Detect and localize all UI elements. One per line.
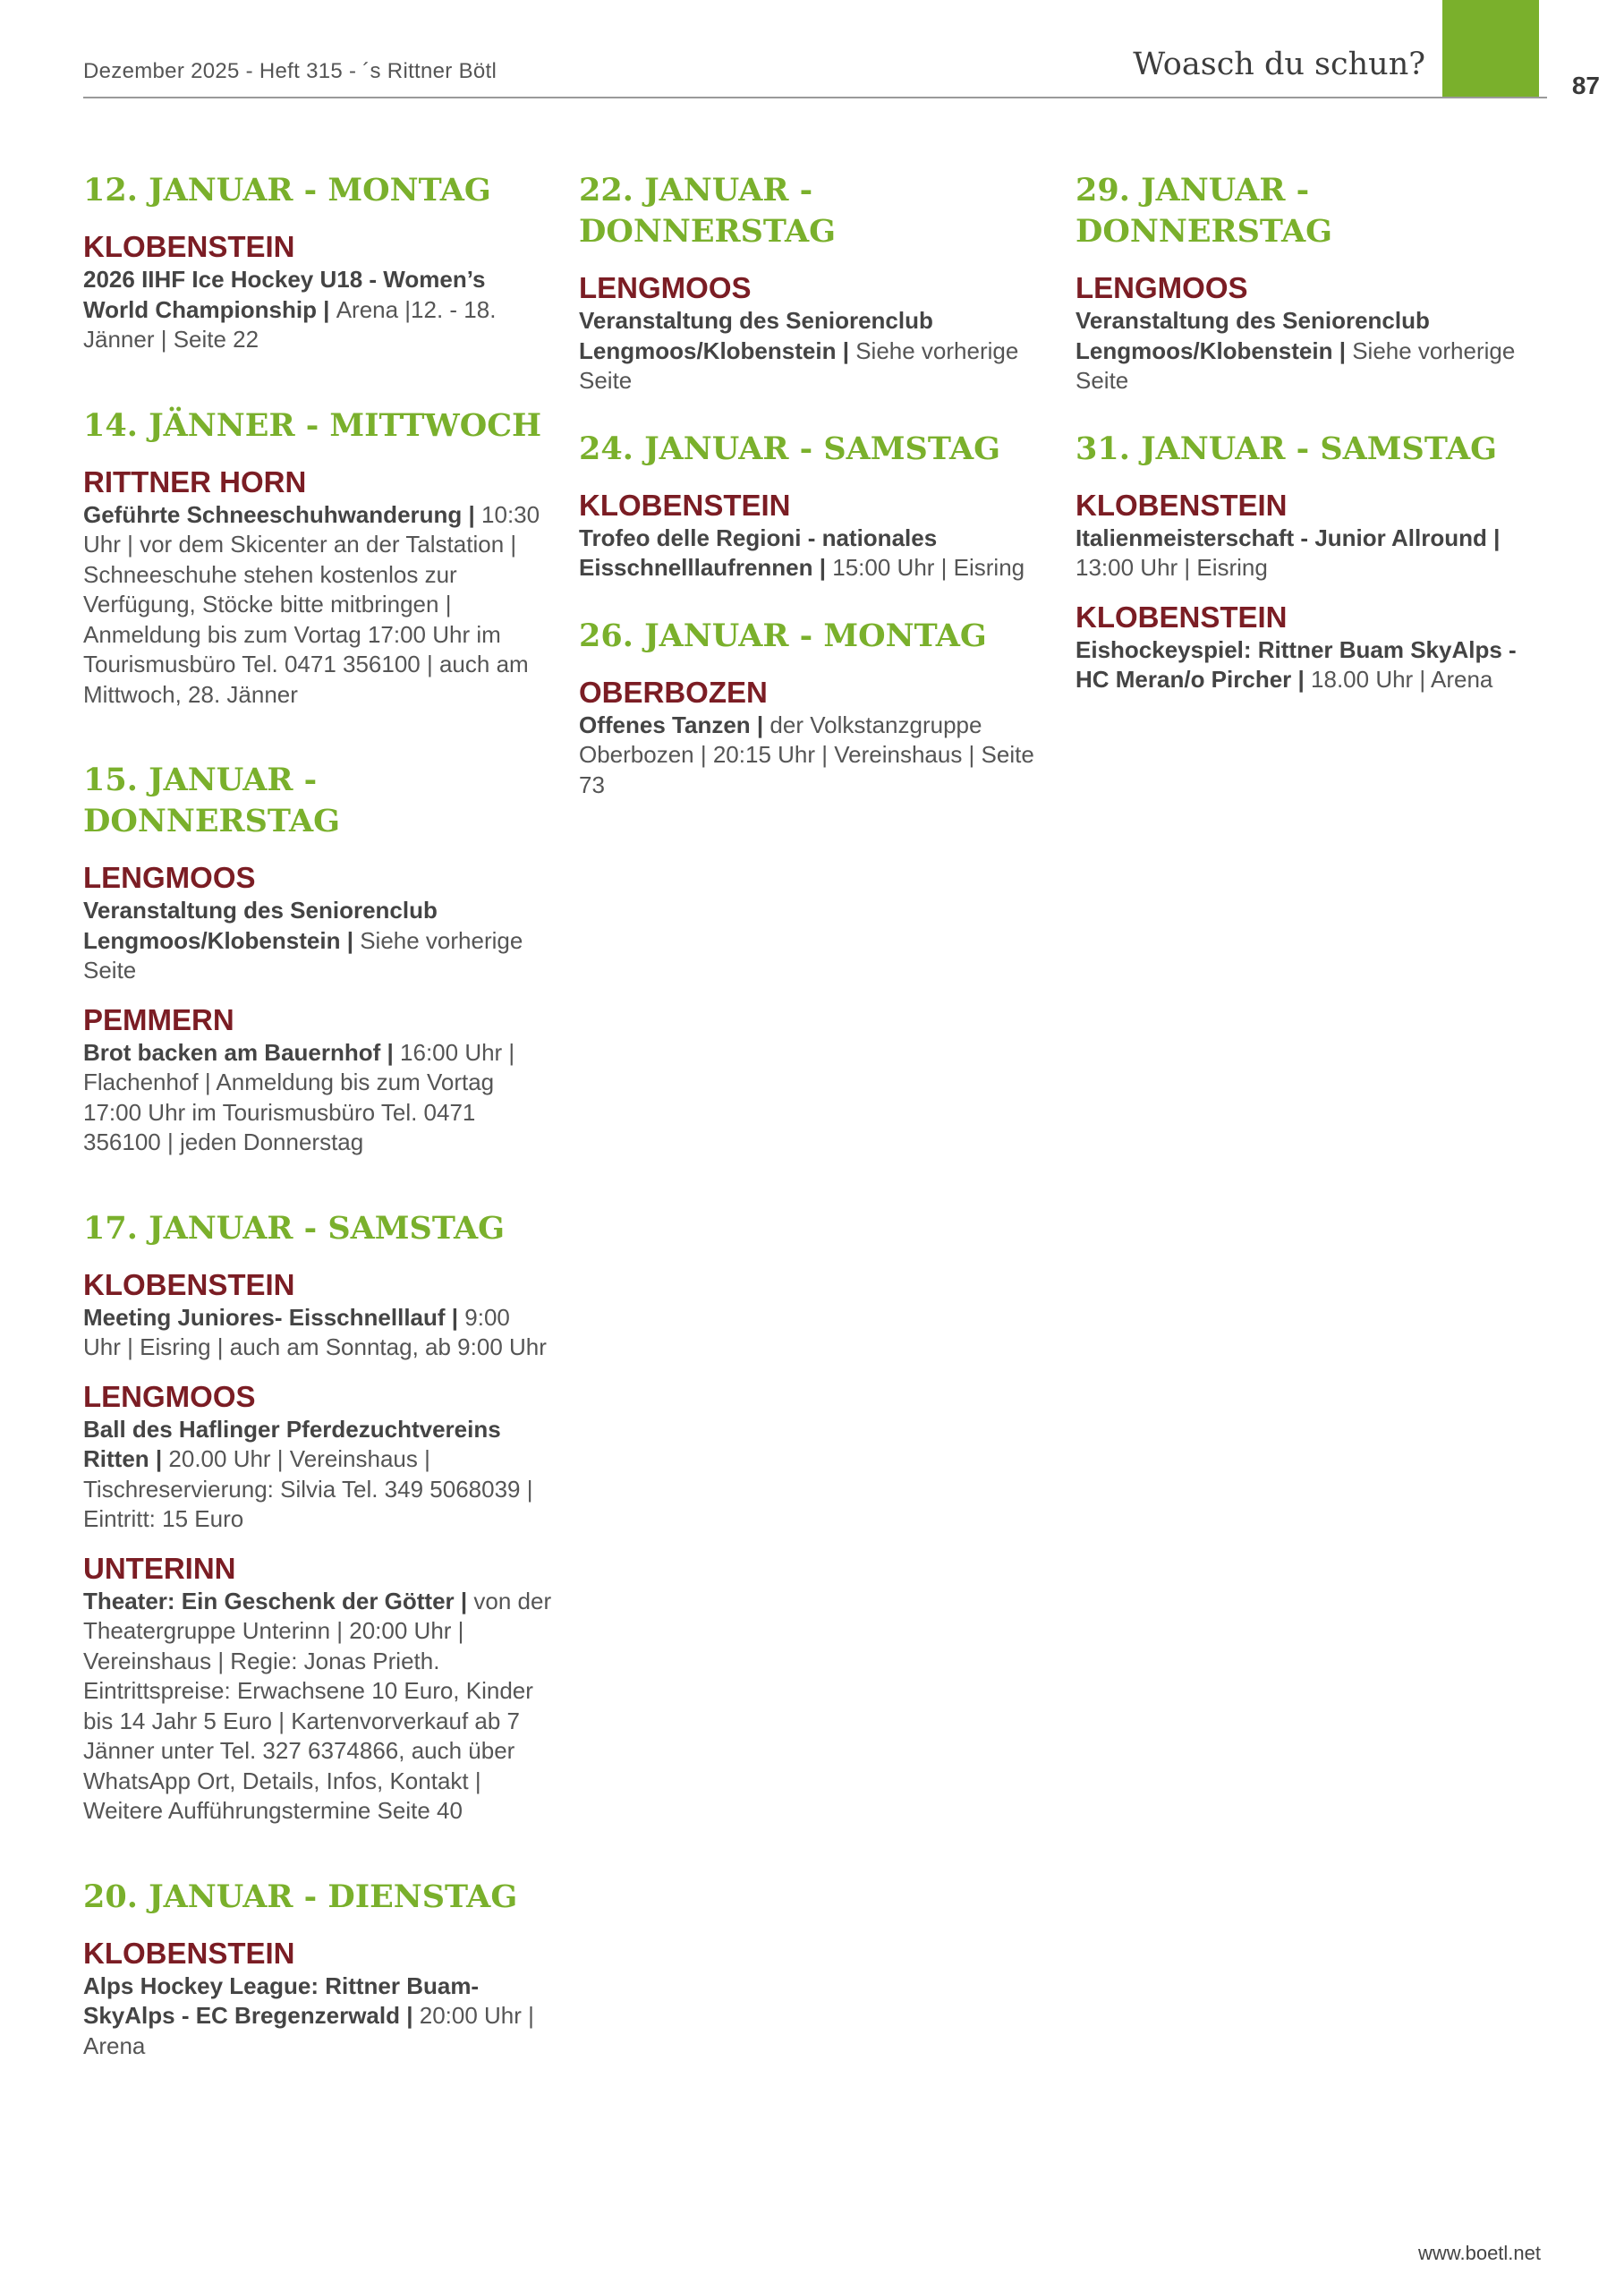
separator: | xyxy=(380,1038,401,1066)
event-entry xyxy=(579,270,1049,396)
event-location: KLOBENSTEIN xyxy=(83,1267,295,1301)
separator: | xyxy=(1486,524,1501,551)
event-location: KLOBENSTEIN xyxy=(579,488,791,522)
page-number: 87 xyxy=(1571,72,1600,99)
event-description xyxy=(83,1415,553,1535)
event-entry xyxy=(83,860,553,986)
separator: | xyxy=(400,2002,420,2029)
event-details: der Volkstanzgruppe Oberbozen | 20:15 Uhr | Vereinshaus | Seite 73 xyxy=(579,711,1034,798)
event-entry xyxy=(83,1002,553,1158)
separator: | xyxy=(454,1587,474,1614)
event-title: Veranstaltung des Seniorenclub Lengmoos/Klobenstein xyxy=(83,897,438,954)
event-title: Veranstaltung des Seniorenclub Lengmoos/Klobenstein xyxy=(579,307,933,364)
event-description xyxy=(83,896,553,986)
event-description xyxy=(83,1038,553,1158)
event-details: 9:00 Uhr | Eisring | auch am Sonntag, ab 9:00 Uhr xyxy=(83,1303,547,1360)
separator: | xyxy=(1291,666,1312,693)
event-entry xyxy=(579,675,1049,801)
event-description xyxy=(1076,635,1545,695)
event-location: UNTERINN xyxy=(83,1551,236,1585)
event-location: LENGMOOS xyxy=(579,271,752,304)
event-description xyxy=(1076,306,1545,396)
event-details: 16:00 Uhr | Flachenhof | Anmeldung bis zum Vortag 17:00 Uhr im Tourismusbüro Tel. 0471 356100 | jeden Donnerstag xyxy=(83,1038,515,1155)
day-heading: 29. JANUAR - DONNERSTAG xyxy=(1076,172,1333,250)
separator: | xyxy=(1332,336,1353,364)
event-entry xyxy=(83,1936,553,2062)
event-title: Italienmeisterschaft - Junior Allround xyxy=(1076,524,1487,551)
day-heading: 15. JANUAR - DONNERSTAG xyxy=(83,762,341,839)
separator: | xyxy=(836,336,856,364)
event-description xyxy=(579,306,1049,396)
event-description xyxy=(579,711,1049,801)
day-heading: 20. JANUAR - DIENSTAG xyxy=(83,1878,518,1915)
event-location: KLOBENSTEIN xyxy=(1076,600,1288,634)
event-description xyxy=(83,265,553,355)
separator: | xyxy=(149,1445,169,1472)
day-section xyxy=(83,1877,553,2062)
event-title: 2026 IIHF Ice Hockey U18 - Women’s World Championship xyxy=(83,266,486,323)
event-location: PEMMERN xyxy=(83,1002,234,1036)
day-section xyxy=(83,760,553,1158)
day-section xyxy=(579,429,1049,583)
events-column-1 xyxy=(83,170,553,2111)
separator: | xyxy=(462,500,482,528)
event-entry xyxy=(83,464,553,711)
day-section xyxy=(1076,170,1545,396)
event-title: Brot backen am Bauernhof xyxy=(83,1038,381,1066)
event-location: LENGMOOS xyxy=(83,1379,256,1413)
event-details: 18.00 Uhr | Arena xyxy=(1311,666,1493,693)
day-section xyxy=(1076,429,1545,695)
event-title: Alps Hockey League: Rittner Buam-SkyAlps - EC Bregenzerwald xyxy=(83,1972,480,2029)
day-section xyxy=(83,1208,553,1827)
event-location: KLOBENSTEIN xyxy=(1076,488,1288,522)
day-section xyxy=(83,405,553,711)
event-entry xyxy=(83,1551,553,1827)
day-section xyxy=(83,170,553,355)
event-title: Offenes Tanzen xyxy=(579,711,751,738)
separator: | xyxy=(445,1303,465,1331)
separator: | xyxy=(340,926,361,954)
separator: | xyxy=(812,554,833,581)
event-entry xyxy=(1076,270,1545,396)
event-location: LENGMOOS xyxy=(83,861,256,894)
event-title: Ball des Haflinger Pferdezuchtvereins Ritten xyxy=(83,1415,501,1472)
section-title: Woasch du schun? xyxy=(1133,47,1425,82)
event-details: Siehe vorherige Seite xyxy=(83,926,523,984)
event-details: 20.00 Uhr | Vereinshaus | Tischreservierung: Silvia Tel. 349 5068039 | Eintritt: 15 Euro xyxy=(83,1445,533,1532)
event-details: Siehe vorherige Seite xyxy=(579,336,1019,394)
day-heading: 22. JANUAR - DONNERSTAG xyxy=(579,172,837,250)
event-entry xyxy=(83,1267,553,1363)
day-section xyxy=(579,616,1049,801)
event-details: Siehe vorherige Seite xyxy=(1076,336,1516,394)
day-heading: 24. JANUAR - SAMSTAG xyxy=(579,430,1000,467)
event-location: OBERBOZEN xyxy=(579,675,768,709)
separator: | xyxy=(750,711,770,738)
event-location: KLOBENSTEIN xyxy=(83,1936,295,1970)
event-details: 13:00 Uhr | Eisring xyxy=(1076,554,1268,581)
event-title: Eishockeyspiel: Rittner Buam SkyAlps - HC Meran/o Pircher xyxy=(1076,635,1517,693)
events-column-2 xyxy=(579,170,1049,832)
event-entry xyxy=(83,1379,553,1535)
event-details: 20:00 Uhr | Arena xyxy=(83,2002,534,2059)
event-entry xyxy=(83,229,553,355)
event-title: Veranstaltung des Seniorenclub Lengmoos/Klobenstein xyxy=(1076,307,1430,364)
separator: | xyxy=(316,295,336,323)
event-description xyxy=(83,1303,553,1363)
event-details: 10:30 Uhr | vor dem Skicenter an der Talstation | Schneeschuhe stehen kostenlos zur Verfügung, Stöcke bitte mitbringen | Anmeldung bis zum Vortag 17:00 Uhr im Tourismusbüro Tel. 0471 356100 | auch am Mittwoch, 28. Jänner xyxy=(83,500,540,708)
event-title: Trofeo delle Regioni - nationales Eisschnelllaufrennen xyxy=(579,524,938,581)
events-column-3 xyxy=(1076,170,1545,728)
event-details: 15:00 Uhr | Eisring xyxy=(832,554,1025,581)
day-heading: 31. JANUAR - SAMSTAG xyxy=(1076,430,1497,467)
event-description xyxy=(83,1587,553,1827)
issue-info: Dezember 2025 - Heft 315 - ´s Rittner Bötl xyxy=(83,59,497,83)
day-heading: 17. JANUAR - SAMSTAG xyxy=(83,1209,505,1247)
event-entry xyxy=(1076,488,1545,583)
event-title: Meeting Juniores- Eisschnelllauf xyxy=(83,1303,446,1331)
event-entry xyxy=(579,488,1049,583)
event-entry xyxy=(1076,600,1545,695)
header-divider xyxy=(83,97,1547,98)
event-description xyxy=(83,500,553,711)
event-description xyxy=(1076,524,1545,583)
event-description xyxy=(83,1972,553,2062)
day-heading: 26. JANUAR - MONTAG xyxy=(579,617,987,654)
event-title: Theater: Ein Geschenk der Götter xyxy=(83,1587,455,1614)
event-details: von der Theatergruppe Unterinn | 20:00 Uhr | Vereinshaus | Regie: Jonas Prieth. Eintrittspreise: Erwachsene 10 Euro, Kinder bis 14 Jahr 5 Euro | Kartenvorverkauf ab 7 Jänner unter Tel. 327 6374866, auch über WhatsApp Ort, Details, Infos, Kontakt | Weitere Aufführungstermine Seite 40 xyxy=(83,1587,552,1824)
event-location: RITTNER HORN xyxy=(83,464,307,498)
day-heading: 14. JÄNNER - MITTWOCH xyxy=(83,406,542,444)
event-location: KLOBENSTEIN xyxy=(83,230,295,263)
day-heading: 12. JANUAR - MONTAG xyxy=(83,172,491,209)
event-details: Arena |12. - 18. Jänner | Seite 22 xyxy=(83,295,497,353)
event-title: Geführte Schneeschuhwanderung xyxy=(83,500,463,528)
day-section xyxy=(579,170,1049,396)
event-description xyxy=(579,524,1049,583)
website-url: www.boetl.net xyxy=(1418,2242,1541,2264)
section-tab xyxy=(1442,0,1539,97)
event-location: LENGMOOS xyxy=(1076,271,1248,304)
